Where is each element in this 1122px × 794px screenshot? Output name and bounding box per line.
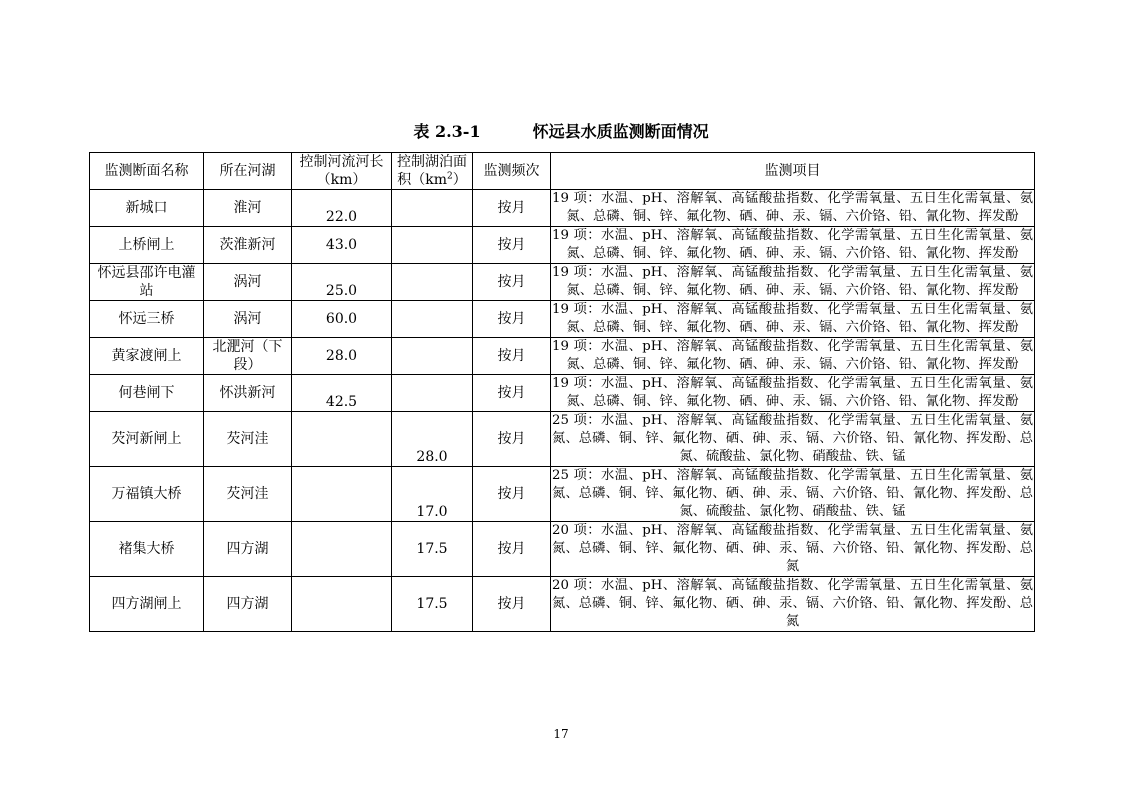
header-lake-area <box>392 153 473 190</box>
cell-section-name: 何巷闸下 <box>90 375 204 412</box>
cell-lake-area <box>392 301 473 338</box>
cell-frequency: 按月 <box>473 412 551 467</box>
table-row <box>90 338 1035 375</box>
cell-frequency: 按月 <box>473 301 551 338</box>
table-row <box>90 375 1035 412</box>
cell-lake-area <box>392 338 473 375</box>
table-row <box>90 522 1035 577</box>
table-row <box>90 301 1035 338</box>
cell-frequency: 按月 <box>473 227 551 264</box>
cell-river: 淮河 <box>204 190 292 227</box>
cell-items: 19 项：水温、pH、溶解氧、高锰酸盐指数、化学需氧量、五日生化需氧量、氨氮、总磷、铜、锌、氟化物、硒、砷、汞、镉、六价铬、铅、氰化物、挥发酚 <box>551 375 1035 412</box>
cell-river-length: 42.5 <box>292 375 392 412</box>
cell-river-length <box>292 412 392 467</box>
cell-river: 北淝河（下段） <box>204 338 292 375</box>
cell-frequency: 按月 <box>473 522 551 577</box>
cell-lake-area <box>392 190 473 227</box>
cell-river-length <box>292 467 392 522</box>
cell-river-length: 60.0 <box>292 301 392 338</box>
cell-items: 19 项：水温、pH、溶解氧、高锰酸盐指数、化学需氧量、五日生化需氧量、氨氮、总磷、铜、锌、氟化物、硒、砷、汞、镉、六价铬、铅、氰化物、挥发酚 <box>551 190 1035 227</box>
cell-river: 茨淮新河 <box>204 227 292 264</box>
cell-frequency: 按月 <box>473 375 551 412</box>
cell-river: 四方湖 <box>204 577 292 632</box>
cell-river: 涡河 <box>204 301 292 338</box>
table-row <box>90 227 1035 264</box>
cell-lake-area: 17.5 <box>392 522 473 577</box>
cell-river: 芡河洼 <box>204 467 292 522</box>
table-row <box>90 190 1035 227</box>
header-river-length: 控制河流河长（km） <box>292 153 392 190</box>
cell-river-length: 28.0 <box>292 338 392 375</box>
table-caption <box>0 119 1122 142</box>
table-row <box>90 577 1035 632</box>
cell-river: 四方湖 <box>204 522 292 577</box>
cell-items: 19 项：水温、pH、溶解氧、高锰酸盐指数、化学需氧量、五日生化需氧量、氨氮、总磷、铜、锌、氟化物、硒、砷、汞、镉、六价铬、铅、氰化物、挥发酚 <box>551 301 1035 338</box>
cell-section-name: 怀远三桥 <box>90 301 204 338</box>
header-frequency: 监测频次 <box>473 153 551 190</box>
header-section-name: 监测断面名称 <box>90 153 204 190</box>
header-row <box>90 153 1035 190</box>
table-title: 怀远县水质监测断面情况 <box>532 122 709 141</box>
cell-items: 20 项：水温、pH、溶解氧、高锰酸盐指数、化学需氧量、五日生化需氧量、氨氮、总磷、铜、锌、氟化物、硒、砷、汞、镉、六价铬、铅、氰化物、挥发酚、总氮 <box>551 522 1035 577</box>
table-row <box>90 412 1035 467</box>
header-lake-area-sup: 2 <box>447 171 453 182</box>
header-lake-area-text: 控制湖泊面积（km <box>397 154 467 188</box>
cell-section-name: 新城口 <box>90 190 204 227</box>
cell-section-name: 上桥闸上 <box>90 227 204 264</box>
cell-frequency: 按月 <box>473 467 551 522</box>
cell-lake-area: 17.0 <box>392 467 473 522</box>
cell-frequency: 按月 <box>473 264 551 301</box>
header-items: 监测项目 <box>551 153 1035 190</box>
cell-river-length: 43.0 <box>292 227 392 264</box>
cell-river: 怀洪新河 <box>204 375 292 412</box>
table-row <box>90 467 1035 522</box>
cell-river: 涡河 <box>204 264 292 301</box>
header-river: 所在河湖 <box>204 153 292 190</box>
cell-frequency: 按月 <box>473 190 551 227</box>
cell-lake-area <box>392 227 473 264</box>
cell-river-length: 25.0 <box>292 264 392 301</box>
cell-river-length <box>292 522 392 577</box>
table-row <box>90 264 1035 301</box>
cell-section-name: 芡河新闸上 <box>90 412 204 467</box>
cell-items: 25 项：水温、pH、溶解氧、高锰酸盐指数、化学需氧量、五日生化需氧量、氨氮、总磷、铜、锌、氟化物、硒、砷、汞、镉、六价铬、铅、氰化物、挥发酚、总氮、硫酸盐、氯化物、硝酸盐、铁、锰 <box>551 467 1035 522</box>
cell-lake-area <box>392 264 473 301</box>
cell-section-name: 黄家渡闸上 <box>90 338 204 375</box>
cell-items: 20 项：水温、pH、溶解氧、高锰酸盐指数、化学需氧量、五日生化需氧量、氨氮、总磷、铜、锌、氟化物、硒、砷、汞、镉、六价铬、铅、氰化物、挥发酚、总氮 <box>551 577 1035 632</box>
cell-items: 25 项：水温、pH、溶解氧、高锰酸盐指数、化学需氧量、五日生化需氧量、氨氮、总磷、铜、锌、氟化物、硒、砷、汞、镉、六价铬、铅、氰化物、挥发酚、总氮、硫酸盐、氯化物、硝酸盐、铁、锰 <box>551 412 1035 467</box>
cell-section-name: 万福镇大桥 <box>90 467 204 522</box>
header-lake-area-close: ） <box>452 172 467 188</box>
cell-lake-area: 28.0 <box>392 412 473 467</box>
cell-section-name: 褚集大桥 <box>90 522 204 577</box>
cell-items: 19 项：水温、pH、溶解氧、高锰酸盐指数、化学需氧量、五日生化需氧量、氨氮、总磷、铜、锌、氟化物、硒、砷、汞、镉、六价铬、铅、氰化物、挥发酚 <box>551 338 1035 375</box>
cell-frequency: 按月 <box>473 577 551 632</box>
cell-section-name: 四方湖闸上 <box>90 577 204 632</box>
cell-river-length: 22.0 <box>292 190 392 227</box>
table-number: 表 2.3-1 <box>413 122 481 141</box>
cell-river-length <box>292 577 392 632</box>
cell-lake-area <box>392 375 473 412</box>
monitoring-sections-table <box>89 152 1035 632</box>
page-number: 17 <box>553 727 569 741</box>
cell-lake-area: 17.5 <box>392 577 473 632</box>
cell-river: 芡河洼 <box>204 412 292 467</box>
cell-items: 19 项：水温、pH、溶解氧、高锰酸盐指数、化学需氧量、五日生化需氧量、氨氮、总磷、铜、锌、氟化物、硒、砷、汞、镉、六价铬、铅、氰化物、挥发酚 <box>551 264 1035 301</box>
cell-section-name: 怀远县邵许电灌站 <box>90 264 204 301</box>
cell-items: 19 项：水温、pH、溶解氧、高锰酸盐指数、化学需氧量、五日生化需氧量、氨氮、总磷、铜、锌、氟化物、硒、砷、汞、镉、六价铬、铅、氰化物、挥发酚 <box>551 227 1035 264</box>
cell-frequency: 按月 <box>473 338 551 375</box>
